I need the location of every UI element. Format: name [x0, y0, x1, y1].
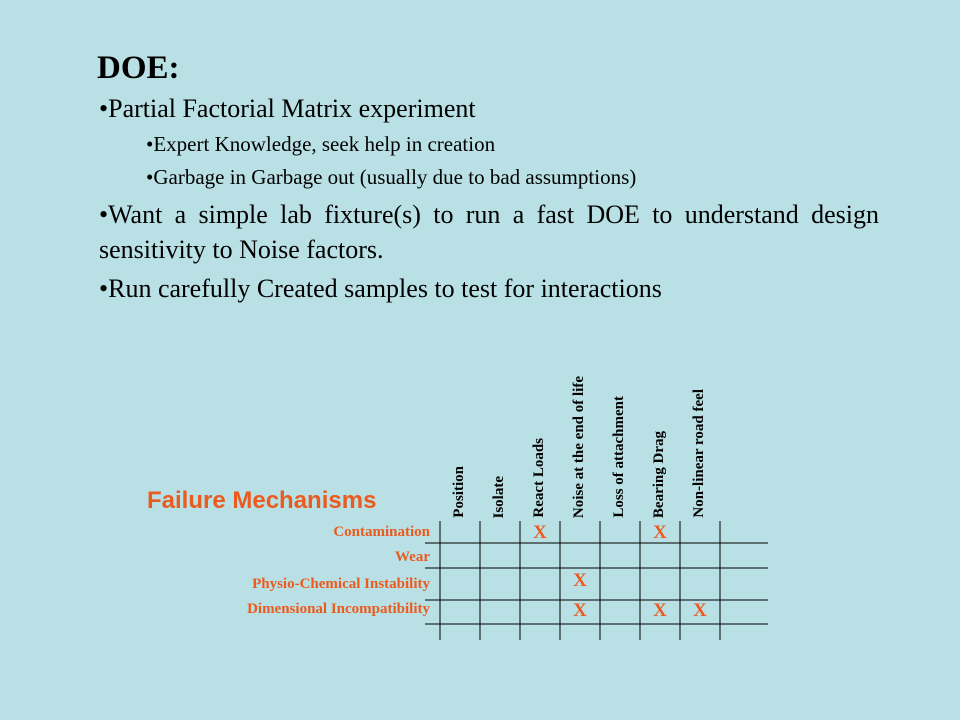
bullet-run-samples: •Run carefully Created samples to test for interactions [99, 274, 662, 303]
matrix-mark: X [573, 570, 587, 591]
row-label-dimensional-incompatibility: Dimensional Incompatibility [247, 601, 430, 617]
matrix-mark: X [573, 600, 587, 621]
row-label-physio-chemical-instability: Physio-Chemical Instability [252, 576, 430, 592]
matrix-mark: X [653, 522, 667, 543]
column-header-non-linear-road-feel: Non-linear road feel [691, 389, 707, 518]
column-header-react-loads: React Loads [531, 438, 547, 518]
slide-title: DOE: [97, 50, 180, 86]
column-header-bearing-drag: Bearing Drag [651, 430, 667, 518]
column-header-loss-of-attachment: Loss of attachment [611, 396, 627, 518]
bullet-partial-factorial: •Partial Factorial Matrix experiment [99, 94, 476, 123]
sub-bullet-garbage-in: •Garbage in Garbage out (usually due to bad assumptions) [146, 165, 637, 189]
row-label-wear: Wear [395, 549, 430, 565]
matrix-mark: X [693, 600, 707, 621]
column-header-noise-at-the-end-of-life: Noise at the end of life [571, 375, 587, 518]
sub-bullet-expert-knowledge: •Expert Knowledge, seek help in creation [146, 132, 496, 156]
failure-mechanisms-title: Failure Mechanisms [147, 487, 377, 514]
matrix-mark: X [533, 522, 547, 543]
bullet-lab-fixture: •Want a simple lab fixture(s) to run a fast DOE to understand design sensitivity to Noise factors. [99, 200, 879, 264]
column-header-isolate: Isolate [491, 475, 507, 518]
row-label-contamination: Contamination [333, 524, 430, 540]
column-header-position: Position [451, 466, 467, 518]
matrix-mark: X [653, 600, 667, 621]
